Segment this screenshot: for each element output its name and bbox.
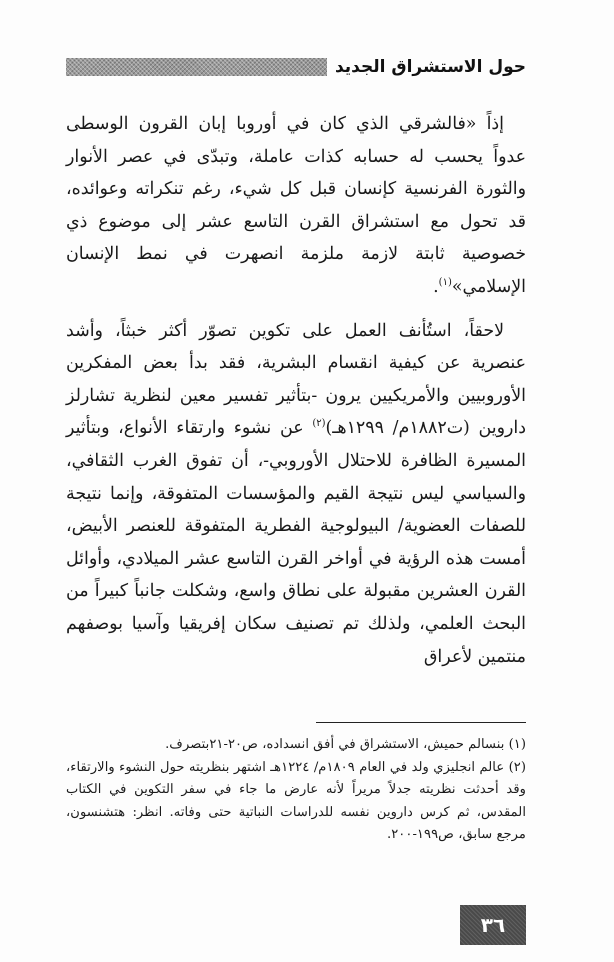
paragraph-2-text-before: لاحقاً، استُأنف العمل على تكوين تصوّر أكثر خبثاً، وأشد عنصرية عن كيفية انقسام البشرية، فقد بدأ بعض المفكرين الأوروبيين والأمريكيين يرون -بتأثير تفسير معين لنظرية تشارلز داروين (ت١٨٨٢م/ ١٢٩٩هـ) — [66, 320, 527, 439]
footnote-2: (٢) عالم انجليزي ولد في العام ١٨٠٩م/ ١٢٢٤هـ اشتهر بنظريته حول النشوء والارتقاء، وقد أحدثت نظريته جدلاً مريراً لأنه عارض ما جاء في سفر التكوين في الكتاب المقدس، ثم كرس داروين نفسه للدراسات النباتية حتى وفاته. انظر: هتشنسون، مرجع سابق، ص١٩٩-٢٠٠. — [66, 759, 526, 842]
page-number: ٣٦ — [460, 905, 526, 945]
running-header — [66, 55, 526, 79]
footnote-separator — [316, 722, 526, 723]
paragraph-2 — [66, 315, 526, 674]
header-decorative-bar — [66, 58, 327, 76]
footnote-ref-2: (٢) — [312, 418, 326, 430]
footnotes — [66, 734, 526, 847]
footnote-ref-1: (١) — [438, 277, 452, 289]
running-header-title: حول الاستشراق الجديد — [334, 57, 526, 77]
body-text — [66, 108, 526, 673]
paragraph-1-text-before: إذاً «فالشرقي الذي كان في أوروبا إبان القرون الوسطى عدواً يحسب له حسابه كذات عاملة، وتبدّى في عصر الأنوار والثورة الفرنسية كإنسان قبل كل شيء، رغم تنكراته وعوائده، قد تحول مع استشراق القرن التاسع عشر إلى موضوع ذي خصوصية ثابتة لازمة ملزمة انصهرت في نمط الإنسان الإسلامي» — [66, 114, 526, 297]
paragraph-2-text-after: عن نشوء وارتقاء الأنواع، وبتأثير المسيرة الظافرة للاحتلال الأوروبي-، أن تفوق الغرب الثقافي، والسياسي ليس نتيجة القيم والمؤسسات المتفوقة، وإنما نتيجة للصفات العضوية/ البيولوجية الفطرية المتفوقة للعنصر الأبيض، أمست هذه الرؤية في أواخر القرن التاسع عشر الميلادي، وأوائل القرن العشرين مقبولة على نطاق واسع، وشكلت جانباً كبيراً من البحث العلمي، ولذلك تم تصنيف سكان إفريقيا وآسيا بوصفهم منتمين لأعراق — [66, 418, 526, 667]
paragraph-1 — [66, 108, 526, 304]
paragraph-1-text-after: . — [433, 276, 439, 297]
footnote-1: (١) بنسالم حميش، الاستشراق في أفق انسداده، ص٢٠-٢١بتصرف. — [165, 737, 526, 752]
